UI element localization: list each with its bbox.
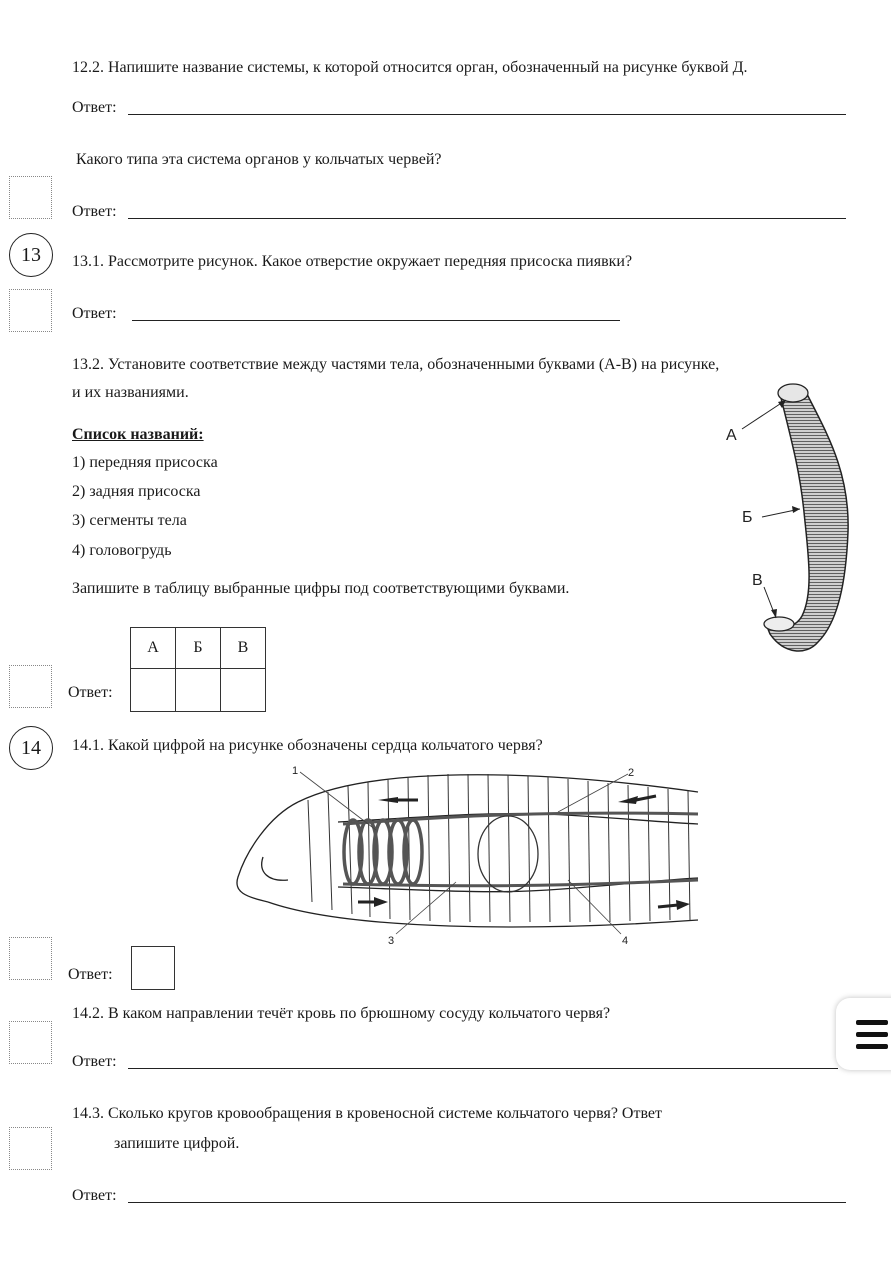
answer-table xyxy=(130,627,266,712)
figure-label-a: А xyxy=(726,427,737,444)
answer-line-13-1[interactable] xyxy=(132,320,620,321)
answer-label: Ответ: xyxy=(72,1187,117,1204)
answer-label: Ответ: xyxy=(72,203,117,220)
figure-label-4: 4 xyxy=(622,935,629,947)
table-header-v: В xyxy=(221,628,266,669)
table-cell-b[interactable] xyxy=(176,669,221,712)
figure-label-b: Б xyxy=(742,509,753,526)
answer-line-14-3[interactable] xyxy=(128,1202,846,1203)
score-box xyxy=(9,665,52,708)
q12-2-sub-text: Какого типа эта система органов у кольчатых червей? xyxy=(76,151,442,168)
figure-label-1: 1 xyxy=(292,765,299,777)
table-cell-a[interactable] xyxy=(131,669,176,712)
score-box xyxy=(9,1127,52,1170)
answer-label: Ответ: xyxy=(72,1053,117,1070)
answer-label: Ответ: xyxy=(68,966,113,983)
list-title: Список названий: xyxy=(72,426,204,443)
earthworm-illustration xyxy=(228,762,703,947)
q14-1-text: 14.1. Какой цифрой на рисунке обозначены сердца кольчатого червя? xyxy=(72,737,543,754)
score-box xyxy=(9,176,52,219)
table-header-a: А xyxy=(131,628,176,669)
q13-1-text: 13.1. Рассмотрите рисунок. Какое отверстие окружает передняя присоска пиявки? xyxy=(72,253,633,270)
question-number-13: 13 xyxy=(9,233,53,277)
score-box xyxy=(9,1021,52,1064)
list-item: 1) передняя присоска xyxy=(72,454,218,471)
q14-3-line1: 14.3. Сколько кругов кровообращения в кровеносной системе кольчатого червя? Ответ xyxy=(72,1105,663,1122)
q13-2-line1: 13.2. Установите соответствие между частями тела, обозначенными буквами (А-В) на рисунке, xyxy=(72,356,720,373)
figure-label-3: 3 xyxy=(388,935,395,947)
answer-line-12-2-sub[interactable] xyxy=(128,218,846,219)
table-cell-v[interactable] xyxy=(221,669,266,712)
instruction: Запишите в таблицу выбранные цифры под соответствующими буквами. xyxy=(72,580,570,597)
score-box xyxy=(9,289,52,332)
q14-3-line2: запишите цифрой. xyxy=(114,1135,240,1152)
table-header-b: Б xyxy=(176,628,221,669)
answer-line-14-2[interactable] xyxy=(128,1068,838,1069)
answer-line-12-2[interactable] xyxy=(128,114,846,115)
list-item: 2) задняя присоска xyxy=(72,483,201,500)
answer-box-14-1[interactable] xyxy=(131,946,175,990)
q14-2-text: 14.2. В каком направлении течёт кровь по брюшному сосуду кольчатого червя? xyxy=(72,1005,611,1022)
hamburger-menu-icon[interactable] xyxy=(836,998,891,1070)
q13-2-line2: и их названиями. xyxy=(72,384,189,401)
list-item: 4) головогрудь xyxy=(72,542,172,559)
figure-label-2: 2 xyxy=(628,767,635,779)
q12-2-text: 12.2. Напишите название системы, к которой относится орган, обозначенный на рисунке буквой Д. xyxy=(72,59,748,76)
answer-label: Ответ: xyxy=(68,684,113,701)
question-number-14: 14 xyxy=(9,726,53,770)
answer-label: Ответ: xyxy=(72,305,117,322)
figure-label-v: В xyxy=(752,572,763,589)
list-item: 3) сегменты тела xyxy=(72,512,187,529)
leech-illustration xyxy=(718,372,868,662)
answer-label: Ответ: xyxy=(72,99,117,116)
score-box xyxy=(9,937,52,980)
